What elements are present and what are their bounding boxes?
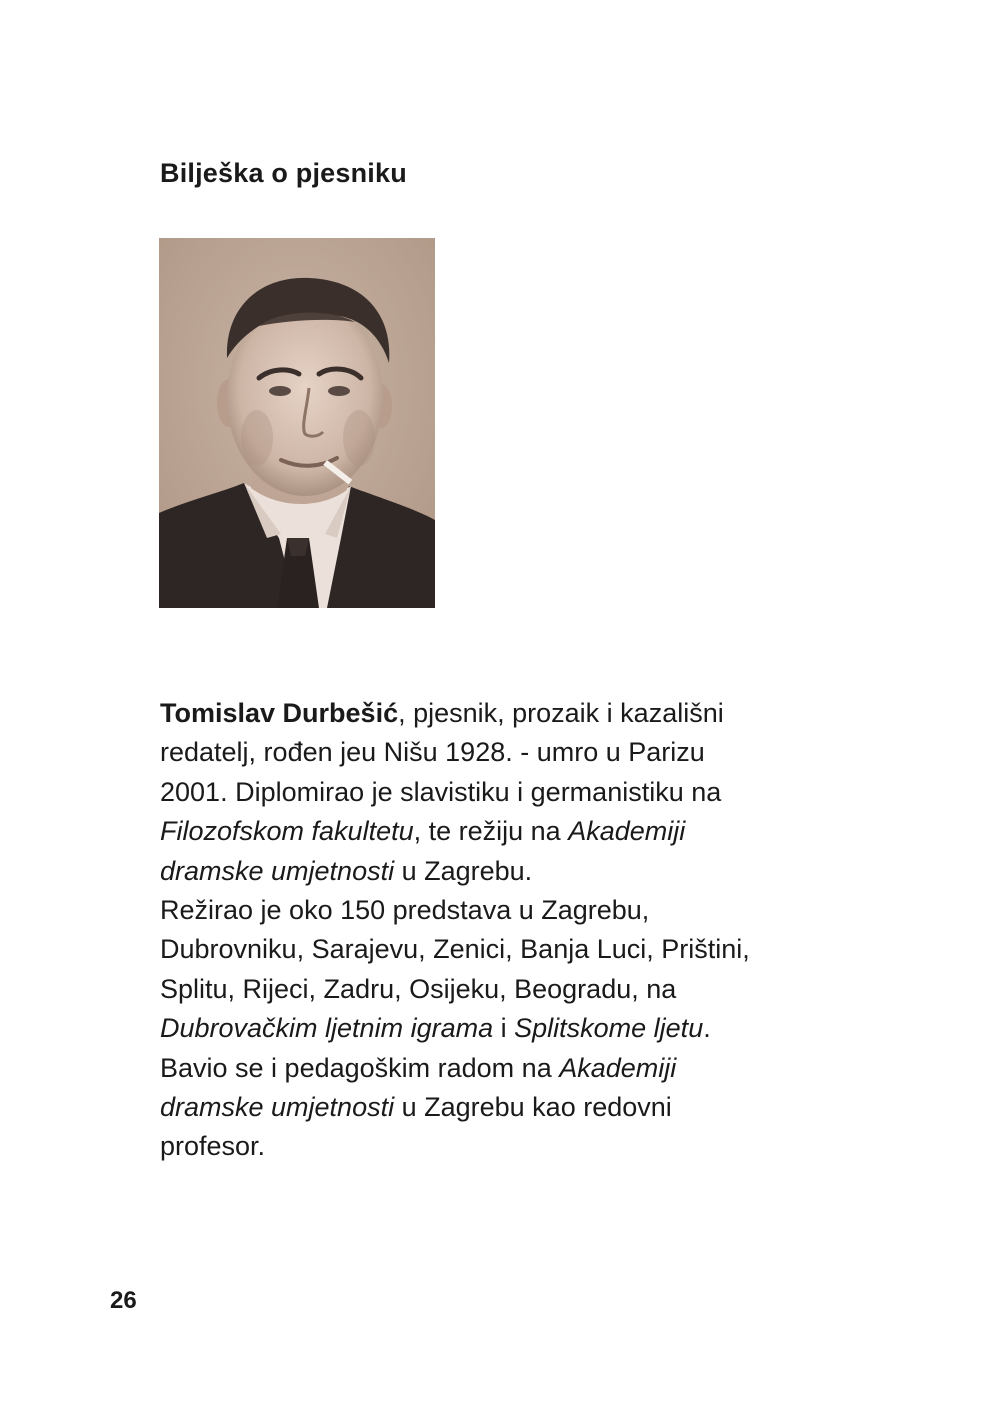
page-number: 26 [110,1287,137,1314]
bio-text: Bavio se i pedagoškim radom na [160,1052,560,1083]
bio-text: Režirao je oko 150 predstava u Zagrebu, [160,895,650,926]
faculty-name: Filozofskom fakultetu [160,816,414,847]
author-biography [160,694,840,1167]
author-name: Tomislav Durbešić [160,698,399,728]
bio-text: Dubrovniku, Sarajevu, Zenici, Banja Luci, Prištini, [160,934,750,965]
academy-name: dramske umjetnosti [160,1092,395,1123]
festival-name: Dubrovačkim ljetnim igrama [160,1013,494,1044]
bio-text: redatelj, rođen jeu Nišu 1928. - umro u Parizu [160,737,705,768]
festival-name: Splitskome ljetu [514,1013,704,1044]
academy-name: Akademiji [559,1052,677,1083]
academy-name: dramske umjetnosti [160,855,395,886]
bio-text: u Zagrebu. [394,855,533,886]
author-portrait-photo [159,238,435,608]
bio-text: u Zagrebu kao redovni [394,1092,672,1123]
page-heading: Bilješka o pjesniku [160,158,407,188]
bio-text: , te režiju na [413,816,569,847]
bio-text: 2001. Diplomirao je slavistiku i germanistiku na [160,776,722,807]
bio-text: profesor. [160,1131,266,1162]
bio-text: Splitu, Rijeci, Zadru, Osijeku, Beogradu, na [160,973,677,1004]
bio-text: . [703,1013,711,1044]
bio-text: , pjesnik, prozaik i kazališni [398,698,724,728]
academy-name: Akademiji [568,816,686,847]
bio-text: i [493,1013,515,1044]
portrait-icon [159,238,435,608]
